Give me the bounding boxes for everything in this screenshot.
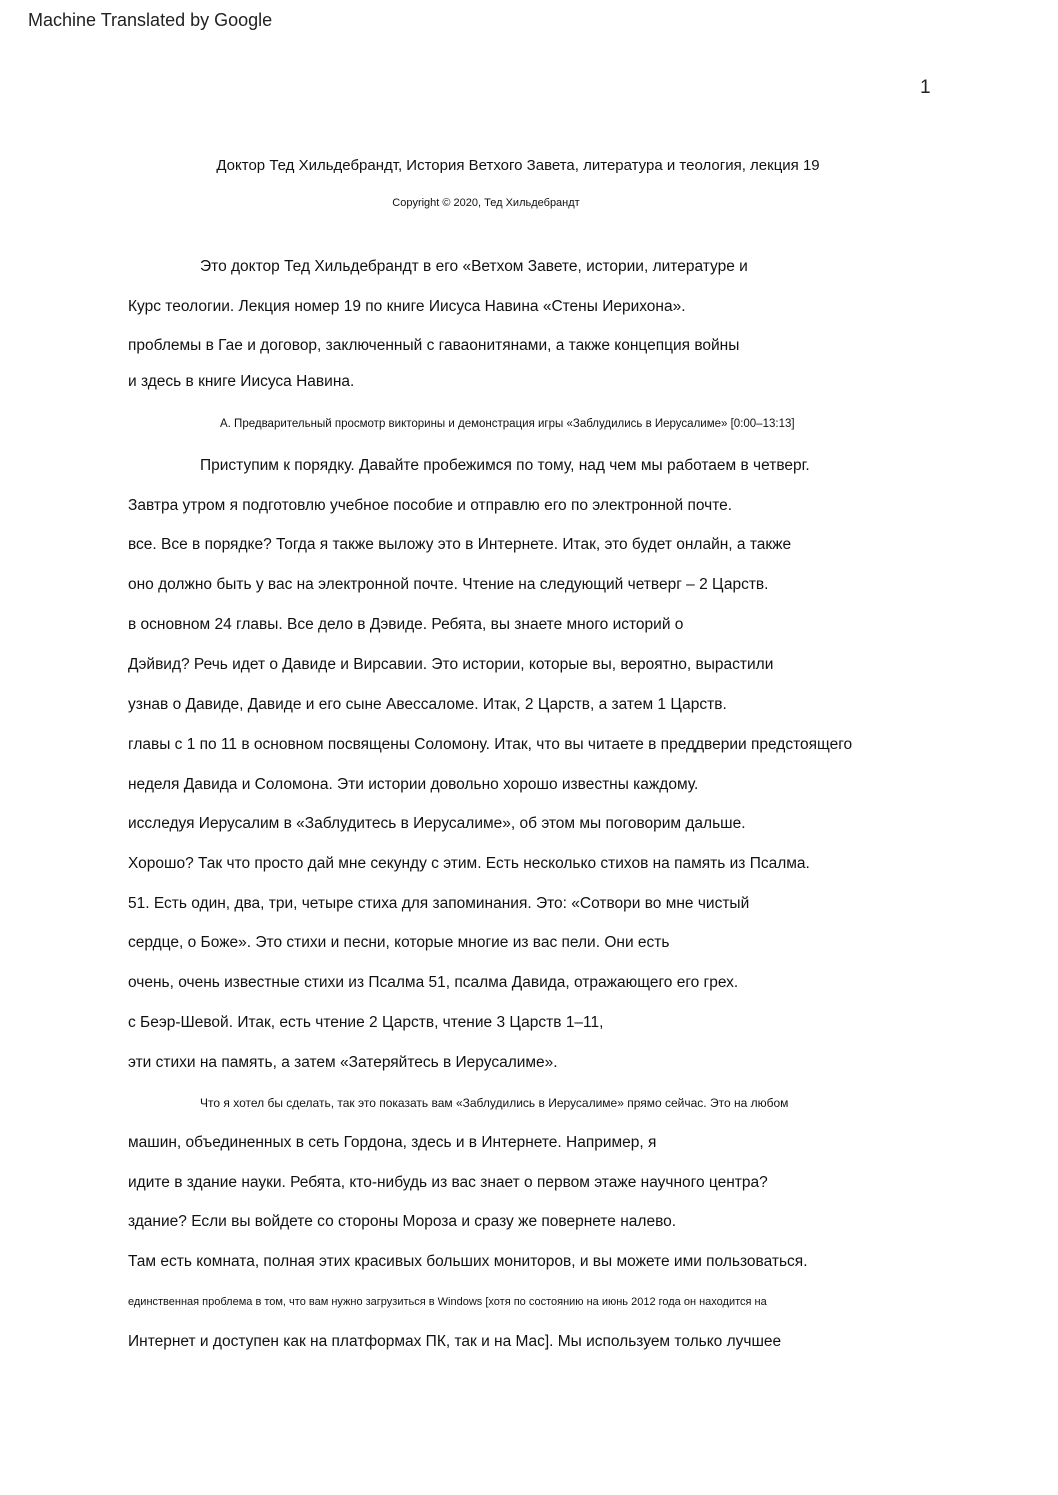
body-line: здание? Если вы войдете со стороны Мороза и сразу же повернете налево. (128, 1213, 677, 1230)
body-line: оно должно быть у вас на электронной почте. Чтение на следующий четверг – 2 Царств. (128, 576, 769, 593)
body-line: сердце, о Боже». Это стихи и песни, которые многие из вас пели. Они есть (128, 934, 670, 951)
body-line: Интернет и доступен как на платформах ПК, так и на Mac]. Мы используем только лучшее (128, 1333, 782, 1350)
body-line: машин, объединенных в сеть Гордона, здесь и в Интернете. Например, я (128, 1134, 657, 1151)
body-line: в основном 24 главы. Все дело в Дэвиде. Ребята, вы знаете много историй о (128, 616, 684, 633)
intro-line: и здесь в книге Иисуса Навина. (128, 373, 355, 390)
document-title: Доктор Тед Хильдебрандт, История Ветхого Завета, литература и теология, лекция 19 (216, 157, 820, 174)
body-line: Там есть комната, полная этих красивых больших мониторов, и вы можете ими пользоваться. (128, 1253, 808, 1270)
section-heading: А. Предварительный просмотр викторины и демонстрация игры «Заблудились в Иерусалиме» [0:00–13:13] (220, 418, 795, 430)
intro-line: проблемы в Гае и договор, заключенный с гаваонитянами, а также концепция войны (128, 337, 740, 354)
body-line: единственная проблема в том, что вам нужно загрузиться в Windows [хотя по состоянию на июнь 2012 года он находится на (128, 1296, 767, 1308)
body-line: с Беэр-Шевой. Итак, есть чтение 2 Царств, чтение 3 Царств 1–11, (128, 1014, 604, 1031)
body-line: Дэйвид? Речь идет о Давиде и Вирсавии. Это истории, которые вы, вероятно, вырастили (128, 656, 774, 673)
body-line: Приступим к порядку. Давайте пробежимся по тому, над чем мы работаем в четверг. (200, 457, 810, 474)
copyright-line: Copyright © 2020, Тед Хильдебрандт (392, 197, 580, 209)
body-line: узнав о Давиде, Давиде и его сыне Авессаломе. Итак, 2 Царств, а затем 1 Царств. (128, 696, 727, 713)
intro-line: Курс теологии. Лекция номер 19 по книге Иисуса Навина «Стены Иерихона». (128, 298, 686, 315)
intro-line: Это доктор Тед Хильдебрандт в его «Ветхом Завете, истории, литературе и (200, 258, 748, 275)
body-line: Завтра утром я подготовлю учебное пособие и отправлю его по электронной почте. (128, 497, 733, 514)
body-line: все. Все в порядке? Тогда я также выложу это в Интернете. Итак, это будет онлайн, а также (128, 536, 792, 553)
body-line: эти стихи на память, а затем «Затеряйтесь в Иерусалиме». (128, 1054, 558, 1071)
body-line: Хорошо? Так что просто дай мне секунду с этим. Есть несколько стихов на память из Псалма. (128, 855, 810, 872)
body-line: неделя Давида и Соломона. Эти истории довольно хорошо известны каждому. (128, 776, 699, 793)
body-line: исследуя Иерусалим в «Заблудитесь в Иерусалиме», об этом мы поговорим дальше. (128, 815, 746, 832)
body-line: главы с 1 по 11 в основном посвящены Соломону. Итак, что вы читаете в преддверии предстоящего (128, 736, 853, 753)
machine-translation-banner: Machine Translated by Google (28, 10, 273, 30)
body-line: Что я хотел бы сделать, так это показать вам «Заблудились в Иерусалиме» прямо сейчас. Это на любом (200, 1096, 789, 1110)
body-line: идите в здание науки. Ребята, кто-нибудь из вас знает о первом этаже научного центра? (128, 1174, 768, 1191)
page-number: 1 (920, 77, 931, 98)
body-line: очень, очень известные стихи из Псалма 51, псалма Давида, отражающего его грех. (128, 974, 739, 991)
body-line: 51. Есть один, два, три, четыре стиха для запоминания. Это: «Сотвори во мне чистый (128, 895, 750, 912)
